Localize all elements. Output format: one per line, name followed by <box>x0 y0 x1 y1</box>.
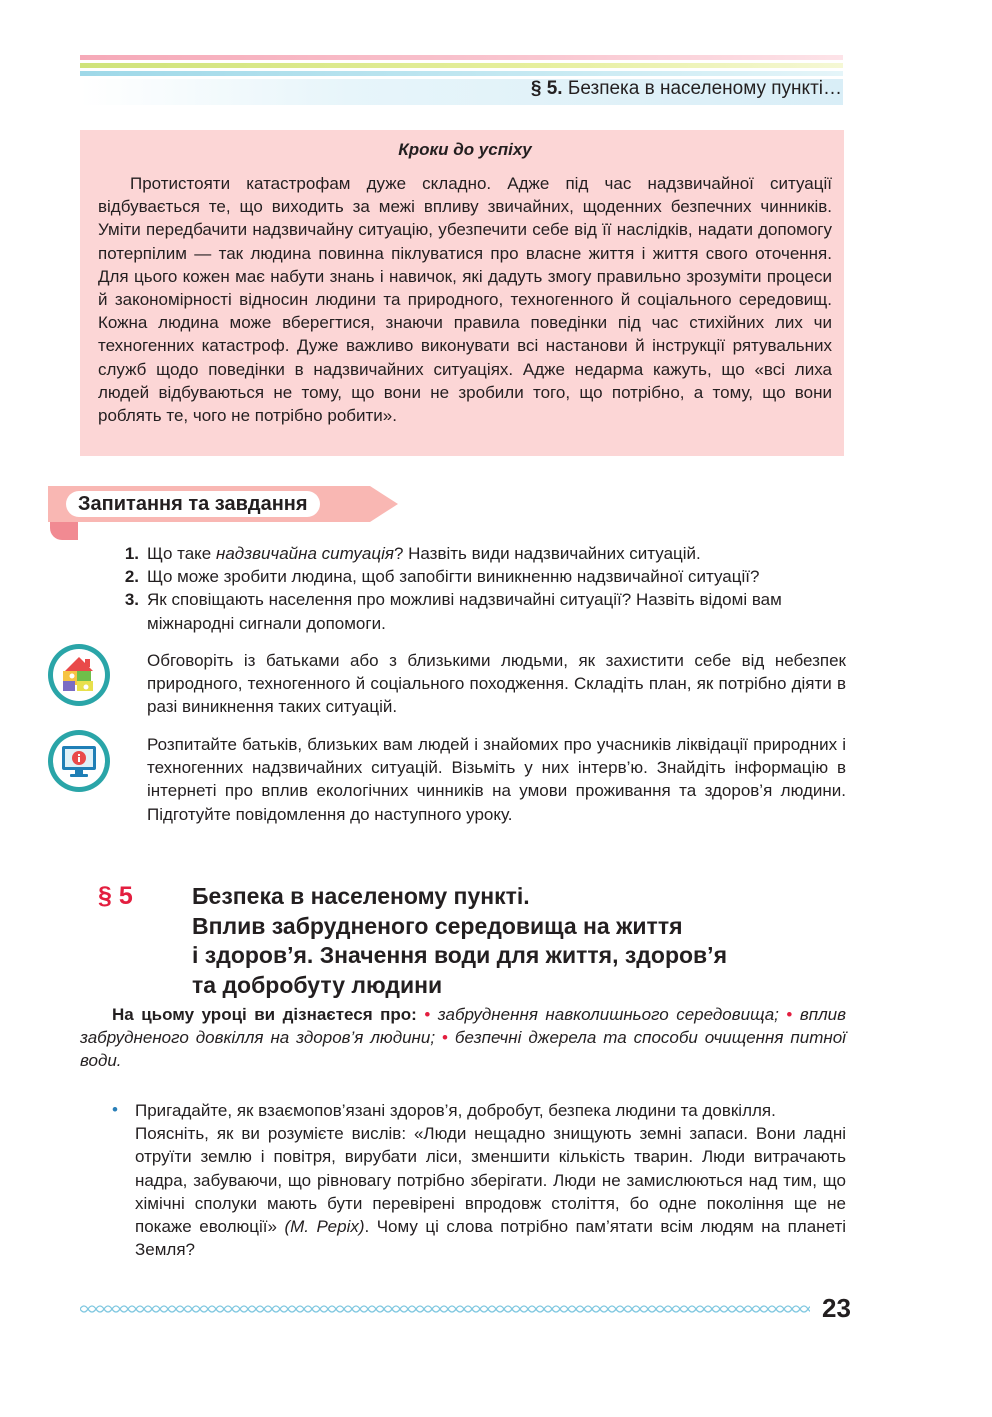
question-number: 1. <box>124 544 139 563</box>
questions-list <box>116 542 846 635</box>
stripe-pink <box>80 55 843 60</box>
task-family-discussion: Обговоріть із батьками або з близькими людьми, як захистити себе від небезпек природного, техногенного й соціального походження. Складіть план, як потрібно діяти в разі виникнення таких ситуацій. <box>147 651 846 717</box>
section-number: § 5 <box>98 882 133 910</box>
stripe-green <box>80 63 843 68</box>
question-text <box>147 542 846 565</box>
intro-bullet: • <box>786 1005 793 1024</box>
question-number: 2. <box>124 567 139 587</box>
question-item <box>116 542 846 565</box>
puzzle-house-icon <box>53 649 105 701</box>
quote-question: . Чому ці слова потрібно пам’ятати всім людям на планеті Земля? <box>135 1217 847 1260</box>
section-title-line: і здоров’я. Значення води для життя, здоров’я <box>192 942 727 968</box>
questions-banner <box>48 486 398 540</box>
success-box-text: Протистояти катастрофам дуже складно. Адже під час надзвичайної ситуації відбувається те, що виходить за межі впливу звичайних, щоденних безпечних чинників. Уміти передбачити надзвичайну ситуацію, убезпечити себе від її наслідків, надати допомогу потерпілим — так людина повинна піклуватися про власне життя і життя свого оточення. Для цього кожен має набути знань і навичок, які дадуть змогу правильно зрозуміти процеси й закономірності відносин людини та природного, техногенного й соціального середовищ. Кожна людина може вберегтися, знаючи правила поведінки під час стихійних лих чи техногенних катастроф. Дуже важливо виконувати всі настанови й інструкції рятувальних служб щодо поведінки в надзвичайних ситуаціях. Адже недарма кажуть, що «всі лиха людей відбуваються не тому, що вони не зробили того, що потрібно, а тому, що вони роблять те, чого не потрібно робити». <box>98 174 832 426</box>
question-text-after: ? Назвіть види надзвичайних ситуацій. <box>393 544 701 563</box>
recall-prompt <box>135 1099 846 1261</box>
question-text-before: Що таке <box>147 544 216 563</box>
internet-info-icon <box>48 730 110 792</box>
question-text: Як сповіщають населення про можливі надзвичайні ситуації? Назвіть відомі вам міжнародні сигнали допомоги. <box>147 590 782 633</box>
running-head-section: § 5. <box>530 78 563 99</box>
question-text: Що може зробити людина, щоб запобігти виникненню надзвичайної ситуації? <box>147 567 760 587</box>
bullet-marker: • <box>112 1100 118 1119</box>
icon-inner <box>53 649 105 701</box>
intro-lead: На цьому уроці ви дізнаєтеся про: <box>112 1005 417 1024</box>
section-title-line: Безпека в населеному пункті. <box>192 883 530 909</box>
intro-item: вплив забрудненого довкілля на здоров’я людини; <box>80 1005 847 1048</box>
question-item <box>116 565 846 588</box>
task-internet-research: Розпитайте батьків, близьких вам людей і знайомих про учасників ліквідації природних і техногенних надзвичайних ситуацій. Візьміть у них інтерв’ю. Знайдіть інформацію в інтернеті про вплив екологічних чинників на умови проживання та здоров’я людини. Підготуйте повідомлення до наступного уроку. <box>147 735 846 824</box>
lesson-intro <box>80 1003 846 1073</box>
monitor-info-icon <box>53 735 105 787</box>
success-box <box>80 130 844 456</box>
family-discussion-icon <box>48 644 110 706</box>
intro-item: безпечні джерела та способи очищення питної води. <box>80 1028 846 1071</box>
icon-inner <box>53 735 105 787</box>
quote-author: (М. Реріх) <box>284 1217 365 1237</box>
running-head-title: Безпека в населеному пункті… <box>567 78 842 99</box>
recall-line: Пригадайте, як взаємопов’язані здоров’я, добробут, безпека людини та довкілля. <box>135 1101 776 1120</box>
quote-paragraph <box>135 1122 846 1261</box>
quote-text: Поясніть, як ви розумієте вислів: «Люди нещадно знищують земні запаси. Вони ладні отруїти землю і повітря, вирубати ліси, зменшити кількість тварин. Люди витрачають надра, забуваючи, що рівновагу потрібно зберігати. Люди не замислюються над тим, що хімічні сполуки мають бути перевірені впродовж століття, бо одне покоління ще не покаже еволюції» <box>135 1124 846 1237</box>
running-head <box>531 78 842 100</box>
stripe-blue <box>80 71 843 76</box>
question-number: 3. <box>124 590 139 610</box>
section-title <box>192 882 832 1000</box>
section-title-line: Вплив забрудненого середовища на життя <box>192 912 683 939</box>
question-term: надзвичайна ситуація <box>215 544 394 563</box>
section-title-line: та добробуту людини <box>192 971 443 998</box>
questions-heading: Запитання та завдання <box>66 491 320 517</box>
intro-item: забруднення навколишнього середовища; <box>437 1005 779 1024</box>
question-item <box>116 588 846 634</box>
intro-bullet: • <box>442 1028 448 1048</box>
intro-bullet: • <box>424 1005 431 1024</box>
success-box-title: Кроки до успіху <box>398 140 532 159</box>
footer-wave-ornament <box>80 1300 810 1318</box>
page-number: 23 <box>822 1293 851 1323</box>
